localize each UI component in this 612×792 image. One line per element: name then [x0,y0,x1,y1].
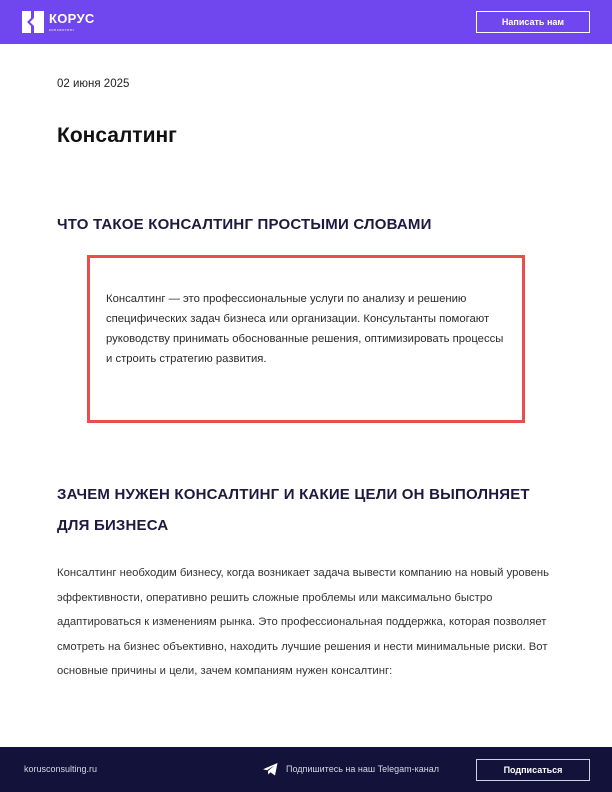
telegram-subscribe-text[interactable]: Подпишитесь на наш Telegam-канал [286,764,439,774]
logo-text [49,11,95,32]
contact-us-button[interactable]: Написать нам [476,11,590,33]
top-header [0,0,612,44]
page-title: Консалтинг [57,124,177,147]
definition-callout [87,255,525,423]
korus-logo[interactable] [22,11,95,33]
footer [0,747,612,792]
subscribe-button[interactable]: Подписаться [476,759,590,781]
callout-text: Консалтинг — это профессиональные услуги по анализу и решению специфических задач бизнеса или организации. Консультанты помогают руководству принимать обоснованные решения, оптимизировать процессы и строить стратегию развития. [106,293,504,365]
section-heading-what-is: ЧТО ТАКОЕ КОНСАЛТИНГ ПРОСТЫМИ СЛОВАМИ [57,216,432,233]
logo-subtitle: консалтинг [49,27,75,32]
section-heading-why-needed: ЗАЧЕМ НУЖЕН КОНСАЛТИНГ И КАКИЕ ЦЕЛИ ОН ВЫПОЛНЯЕТ ДЛЯ БИЗНЕСА [57,486,530,534]
korus-logo-icon [22,11,44,33]
telegram-icon [263,763,278,776]
section-body-text: Консалтинг необходим бизнесу, когда возникает задача вывести компанию на новый уровень эффективности, оперативно решить сложные проблемы или максимально быстро адаптироваться к изменениям рынка. Это профессиональная поддержка, которая позволяет смотреть на бизнес объективно, находить лучшие решения и нести минимальные риски. Вот основные причины и цели, зачем компаниям нужен консалтинг: [57,567,549,677]
logo-name: КОРУС [49,11,95,26]
site-link[interactable]: korusconsulting.ru [24,764,98,774]
publish-date: 02 июня 2025 [57,78,130,90]
